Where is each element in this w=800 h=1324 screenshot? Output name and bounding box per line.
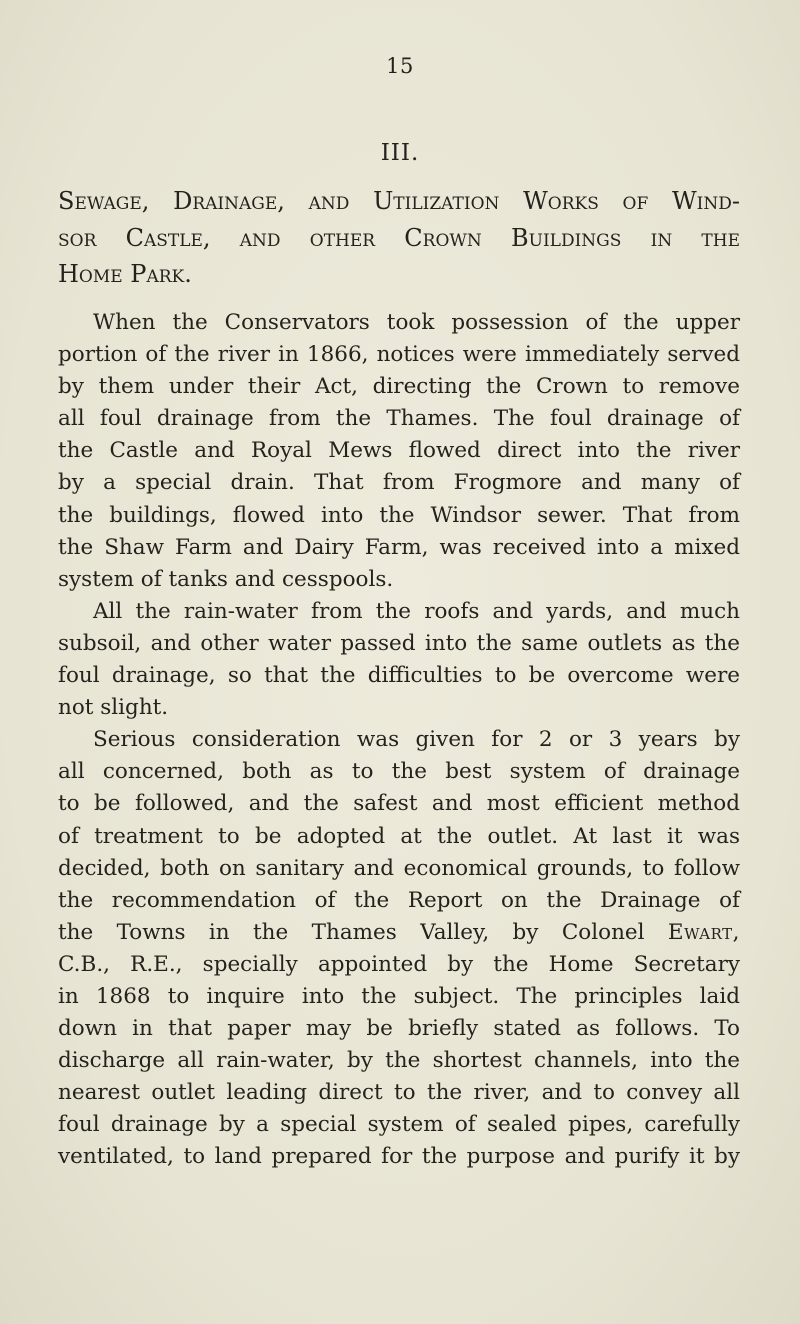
text-line: in 1868 to inquire into the subject. The principles laid <box>58 983 740 1009</box>
text-line: down in that paper may be briefly stated as follows. To <box>58 1016 740 1042</box>
text-line: by a special drain. That from Frogmore and many of <box>58 470 740 496</box>
person-name: Ewart, <box>667 919 740 945</box>
chapter-number: III. <box>380 140 420 166</box>
text-line <box>58 917 740 949</box>
text-line: C.B., R.E., specially appointed by the Home Secretary <box>58 951 740 977</box>
text-line: All the rain-water from the roofs and yards, and much <box>93 598 740 624</box>
text-line-part: the Towns in the Thames Valley, by Colonel <box>58 919 668 945</box>
text-line: foul drainage, so that the difficulties to be overcome were <box>58 663 740 689</box>
text-line: ventilated, to land prepared for the purpose and purify it by <box>58 1144 740 1170</box>
text-line: nearest outlet leading direct to the river, and to convey all <box>58 1080 740 1106</box>
text-line: all foul drainage from the Thames. The foul drainage of <box>58 406 740 432</box>
text-line: discharge all rain-water, by the shortest channels, into the <box>58 1048 740 1074</box>
text-line: the Shaw Farm and Dairy Farm, was received into a mixed <box>58 534 740 560</box>
page-number: 15 <box>386 54 414 78</box>
section-heading <box>58 183 740 293</box>
heading-line: Sewage, Drainage, and Utilization Works of Wind- <box>58 187 740 215</box>
text-line: When the Conservators took possession of the upper <box>93 310 740 335</box>
text-line: the recommendation of the Report on the Drainage of <box>58 887 740 913</box>
text-line: subsoil, and other water passed into the same outlets as the <box>58 630 740 656</box>
heading-line: sor Castle, and other Crown Buildings in the <box>58 223 740 252</box>
text-line: all concerned, both as to the best system of drainage <box>58 759 740 785</box>
text-line: foul drainage by a special system of sealed pipes, carefully <box>58 1112 740 1138</box>
text-line: the Castle and Royal Mews flowed direct into the river <box>58 438 740 464</box>
text-line: system of tanks and cesspools. <box>58 566 394 592</box>
text-line: by them under their Act, directing the Crown to remove <box>58 374 740 400</box>
heading-line: Home Park. <box>58 260 192 288</box>
text-line: of treatment to be adopted at the outlet. At last it was <box>58 823 740 849</box>
text-line: to be followed, and the safest and most efficient method <box>58 791 740 817</box>
text-line: not slight. <box>58 695 169 721</box>
text-line: the buildings, flowed into the Windsor sewer. That from <box>58 502 740 528</box>
text-line: Serious consideration was given for 2 or 3 years by <box>93 727 740 753</box>
text-line: portion of the river in 1866, notices were immediately served <box>58 342 740 368</box>
text-line: decided, both on sanitary and economical grounds, to follow <box>58 855 740 881</box>
body-text <box>58 307 740 1174</box>
